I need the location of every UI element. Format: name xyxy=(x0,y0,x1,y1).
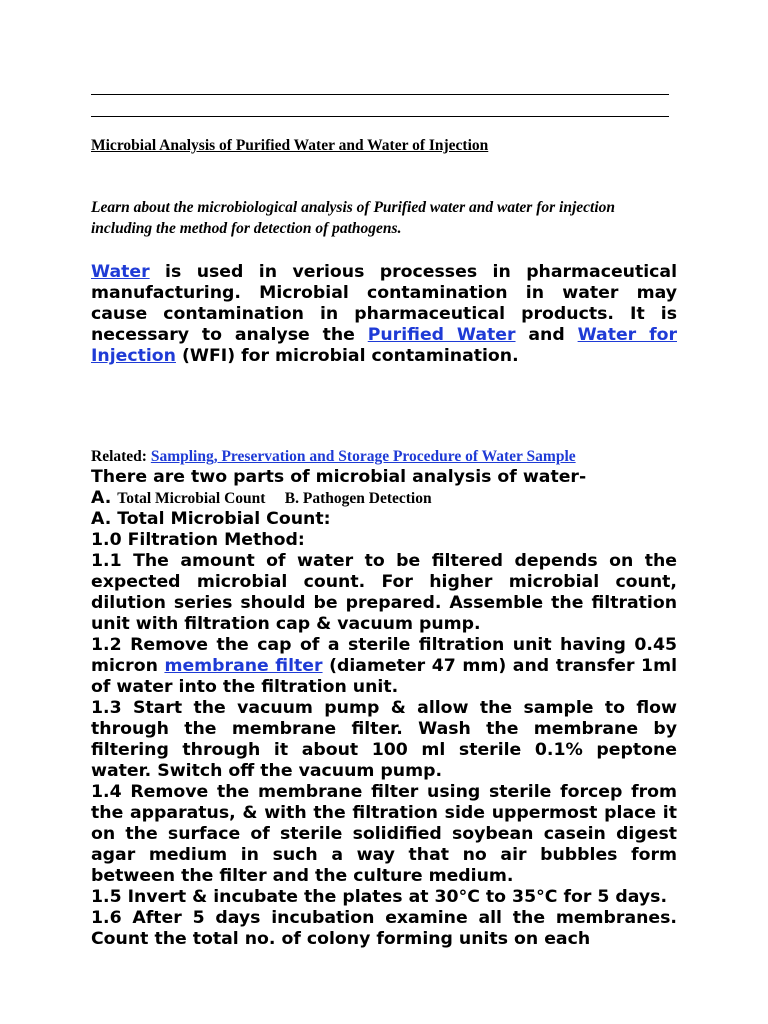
header-rule-top xyxy=(91,94,669,95)
related-line xyxy=(91,448,576,466)
intro-text-3: (WFI) for microbial contamination. xyxy=(175,346,519,366)
parts-list xyxy=(91,488,677,509)
link-membrane-filter[interactable]: membrane filter xyxy=(164,656,323,676)
step-1-2 xyxy=(91,635,677,698)
document-title: Microbial Analysis of Purified Water and Water of Injection xyxy=(91,137,489,154)
intro-paragraph xyxy=(91,262,677,367)
header-rule-bottom xyxy=(91,116,669,117)
intro-text-1: is used in verious processes in pharmaceutical manufacturing. Microbial contamination in water may cause contamination in pharmaceutical products. It is necessary to analyse the xyxy=(91,262,677,345)
related-label: Related: xyxy=(91,448,151,465)
step-1-2-text-b: (diameter 47 mm) and transfer 1ml of water into the filtration unit. xyxy=(91,656,677,697)
link-water[interactable]: Water xyxy=(91,262,150,282)
part-a-letter: A. xyxy=(91,488,118,508)
intro-text-2: and xyxy=(515,325,578,345)
link-water-for-injection[interactable]: Water for Injection xyxy=(91,325,677,366)
method-heading: 1.0 Filtration Method: xyxy=(91,530,305,550)
step-1-2-text-a: 1.2 Remove the cap of a sterile filtration unit having 0.45 micron xyxy=(91,635,677,676)
step-1-3: 1.3 Start the vacuum pump & allow the sample to flow through the membrane filter. Wash the membrane by filtering through it about 100 ml sterile 0.1% peptone water. Switch off the vacuum pump. xyxy=(91,698,677,781)
step-1-5: 1.5 Invert & incubate the plates at 30°C to 35°C for 5 days. xyxy=(91,887,668,907)
part-b-label: B. Pathogen Detection xyxy=(284,490,432,507)
related-link[interactable]: Sampling, Preservation and Storage Procedure of Water Sample xyxy=(150,448,576,465)
parts-intro: There are two parts of microbial analysis of water- xyxy=(91,467,587,487)
step-1-4: 1.4 Remove the membrane filter using sterile forcep from the apparatus, & with the filtration side uppermost place it on the surface of sterile solidified soybean casein digest agar medium in such a way that no air bubbles form between the filter and the culture medium. xyxy=(91,782,677,886)
part-a-label: Total Microbial Count xyxy=(117,490,266,507)
analysis-body xyxy=(91,467,677,950)
document-subtitle: Learn about the microbiological analysis of Purified water and water for injection including the method for detection of pathogens. xyxy=(91,199,616,237)
step-1-6: 1.6 After 5 days incubation examine all the membranes. Count the total no. of colony forming units on each xyxy=(91,908,677,949)
step-1-1: 1.1 The amount of water to be filtered depends on the expected microbial count. For higher microbial count, dilution series should be prepared. Assemble the filtration unit with filtration cap & vacuum pump. xyxy=(91,551,677,634)
link-purified-water[interactable]: Purified Water xyxy=(367,325,516,345)
section-heading: A. Total Microbial Count: xyxy=(91,509,331,529)
